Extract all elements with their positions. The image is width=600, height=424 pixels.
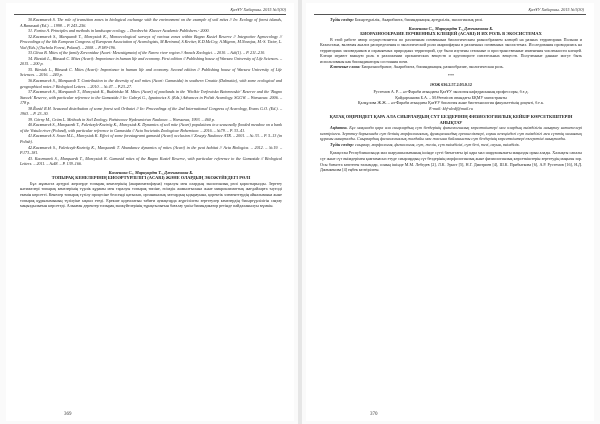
author-affiliation-2: Қайдарханова Б.А. – М.Өтемісов атындағы БҚМУ магистранты <box>395 94 507 100</box>
left-article-abstract: Бұл жұмыста әртүрлі жерлерде топырақ кенелерінің (акариомезофауна) таралуы мен олардың экологиялық рөлі қарастырылды. Зерттеу нәтижелері топырақ кенелерінің түрлік құрамы мен таралуы топырақ типіне, өсімдік жамылғысына және микроклиматтық жағдайларға тәуелді екенін көрсетті. Кенелер топырақ түзілу процесіне белсенді қатысып, органикалық заттардың ыдырауына, қоректік элементтердің айналымына және топырақ құрылымының түзілуіне ықпал етеді. Ерекше қорғалатын табиғи аумақтарда жүргізілген зерттеулер кенелердің биоәртүрлілігін сақтау маңыздылығын көрсетеді. Алынған деректер топырақ экожүйелерінің тұрақтылығын бағалау үшін биоиндикатор ретінде пайдаланылуы мүмкін. <box>20 180 282 209</box>
reference-item: 38.Řezáč R.H. Seasonal distribution of some forest soil Oribatei // In: Proceedings of the 2nd International Congress of Acarology, Evans G.O. (Ed.). – 1963. – P. 23–30. <box>20 105 282 117</box>
left-running-head: ҚазҰУ Хабаршы. 2015 №3(30) <box>230 7 286 12</box>
author-affiliation-1: Рустемов А. Р. – әл-Фараби атындағы ҚазҰУ экология кафедрасының профессоры, б.ғ.д. <box>373 89 529 95</box>
right-header-rule <box>314 14 586 15</box>
author-affiliation-3: Қалқұлова Ж.Ж. – әл-Фараби атындағы ҚазҰУ биология және биотехнология факультетінің доценті, б.ғ.к. <box>357 100 545 106</box>
left-page <box>6 3 294 421</box>
right-page-number: 370 <box>370 412 378 417</box>
reference-item: 35. Biesiak L., Błaszak C. Mites (Acari): Importance in human life and economy. Second edition // Publishing house of Warsaw University of Life Sciences. – 2016. – 240 p. <box>20 66 282 78</box>
reference-item: 41.Kaczmarek S. Sowa M.L., Marcysiak K. Effect of some forestagrami gamasid (Acari) occlusion // Zeszyty Naukowe ATR. – 2001. – № 33. – P. 5–13 (in Polish). <box>20 133 282 145</box>
keywords-kz: Түйін сөздер: Биоәртүрлілік, Акарибиота, биоиндикация, артүрлілік, экологиялық рөлі. <box>330 17 484 22</box>
left-article-title: ТОПЫРАҚ КЕНЕЛЕРІНІҢ БИОӘРТҮРЛІЛІГІ (ACARI) ЖӘНЕ ОЛАРДЫҢ ЭКОЖҮЙЕДЕГІ РӨЛІ <box>51 175 251 181</box>
reference-list <box>20 17 282 167</box>
right-page-body <box>320 17 582 173</box>
reference-item: 42.Kaczmarek S., Faleńczyk-Koziróg K., Marquardt T. Abundance dynamics of mites (Acari) in the peat habitat // Acta Biologica. – 2012. – №19. – P.173–181. <box>20 144 282 156</box>
ru-article-authors: Каменова С., Маркуардт Т., Дженкенова Б. <box>408 25 494 31</box>
kz-article-title: ҚАТАҚ ОҢІРІНДЕГІ ҚАРА АЛА СИЫРЛАРДЫҢ СҮТ БЕЗДЕРІНІҢ ФИЗИОЛОГИЯЛЫҚ КЕЙБІР КӨРСЕТКІШТЕРІН АНЫҚТАУ <box>329 114 573 125</box>
reference-item: 39. Görny M., Grüm L. Methods in Soil Zoology. Państwowe Wydawnictwo Naukowe. – Warszawa, 1993. – 460 p. <box>28 116 215 122</box>
left-page-number: 369 <box>64 412 72 417</box>
right-running-head: ҚазҰУ Хабаршы. 2015 №3(30) <box>528 7 584 12</box>
reference-item: 31. Farina A. Principles and methods in landscape ecology. – Dordrecht: Kluwer Academic Publishers.- 2000. <box>28 28 210 34</box>
reference-item: 32.Kaczmarek S., Marquardt T., Marcysiak K., Monoecological surveys of various zones within Bagno Kusieł Reserve // Integrative Agroecology // Proceedings of the 6th European Congress of European Association of Acarologists, M.Bertrand, S.Kreiter, K.D.McCoy, A.Migeon, M.Navajas, M.-S. Tixier, L. Vial (Eds.) (Tuchola Forest, Poland). – 2008. – P.189-196. <box>20 33 282 50</box>
reference-item: 43. Kaczmarek S., Marquardt T., Marcysiak K. Gamasid mites of the Bagno Kusieł Reserve, with particular reference to the Gamasida // Biological Letters. – 2011. – №48. – P. 139–166. <box>20 155 282 167</box>
author-email: E-mail: kbf-ulvdf@mail.ru <box>429 105 473 111</box>
reference-item: 34. Biesiak L., Błaszak C. Mites (Acari): Importance in human life and economy. First edition // Publishing house of Warsaw University of Life Sciences. – 2015. – 200 p. <box>20 55 282 67</box>
keywords-kz-2: Түйін сөздер: сиырлар, морфология, физиология, сүт, желін, сүт өнімділігі, сүт безі, тегі, сауын, өнімділік. <box>330 141 520 147</box>
left-page-body <box>20 17 282 209</box>
left-article-authors: Каменова С., Маркуардт Т., Дженкенова Б. <box>108 169 194 175</box>
kz-introduction: Қазақстан Республикасында мал шаруашылығының ішінде сүтті бағыттағы ірі қара мал шаруашылығы маңызды орын алады. Халықты сапалы сүт және сүт өнімдерімен қамтамасыз етуде сиырлардың сүт бездерінің морфологиялық және физиологиялық көрсеткіштерін зерттеудің маңызы зор. Осы бағытта көптеген ғалымдар, соның ішінде М.М. Лебедев [2], Л.К. Эрнст [5], Н.Г. Дмитриев [4], Ш.К. Прибыткова [6], А.Р. Рустемов [16], Н.Д. Дженкенова [4] еңбек келтірілген. <box>320 150 582 173</box>
reference-item: 36.Kaczmarek S., Marquardt T. Contribution to the diversity of soil mites (Acari: Gamasida) in southern Croatia (Dalmatia), with some ecological and geographical notes // Biological Letters. – 2010. – № 47. – P.23–27. <box>20 78 282 89</box>
reference-item: 30.Kaczmarek S. The role of transition zones in biological exchange with the environment on the example of soil mites // In: Ecology of forest islands, A.Banaszak (Ed.). – 1998. – P. 243–256. <box>20 17 282 28</box>
udk-code: ӘОЖ 636.2.57.2.03.0.12 <box>430 81 472 87</box>
reference-item: 40.Kaczmarek S., Marquardt T., Faleńczyk-Koziróg K., Marcysiak K. Dynamics of soil mite (Acari) populations in a seasonally flooded meadow on a bank of the Vistula river (Poland), with particular reference to Gamasida // Acta Societatis Zoologicae Bohemicae. – 2016. – №79. – P. 33–41. <box>20 122 282 133</box>
ru-article-title: БИОРАЗНООБРАЗИЕ ПОЧВЕННЫХ КЛЕЩЕЙ (ACARI) И ИХ РОЛЬ В ЭКОСИСТЕМАХ <box>360 31 542 37</box>
book-spine <box>298 0 302 424</box>
reference-item: 33.Gliwa B. Mites of the family Zerconidae (Acari: Mesostigmata) of the Narew river region // Annals Zoologici. – 2010. – №6(1). – P. 211–210. <box>28 50 266 56</box>
left-header-rule <box>14 14 286 15</box>
ru-article-abstract: В этой работе автор осуществляется по различным почвенным биологическим разнообразием клещей на разных территориях Польши и Казахстана, включая анализ распределения и экологической роли акариофауны в различных почвенных экосистемах. Исследования проводились на территориях заповедников и охраняемых природных территорий, где были изучены сезонные и пространственные изменения численности клещей. Клещи играют важную роль в разложении органических веществ и круговороте питательных веществ. Полученные данные могут быть использованы как биоиндикаторы состояния почв. <box>320 36 582 64</box>
section-divider-stars: *** <box>447 72 455 78</box>
kz-annotation: Аңдатпа. Бұл мақалада қара ала сиырлардың сүт бездерінің физиологиялық көрсеткіштері мен олардың өнімділігін анықтау нәтижелері келтірілген. Зерттеу барысында сүт безінің морфологиялық, функционалдық ерекшеліктері, сауын кезеңіндегі сүт өнімділігі мен сүттің химиялық құрамы анықталды. Сиырлардың физиологиялық жағдайы мен жасына байланысты сүт бездерінің көрсеткіштері өзгеретіні анықталды. <box>320 125 582 142</box>
keywords-ru: Ключевые слова: Биоразнообразие, Акарибиота, биоиндикация, разнообразие, экологическая роль. <box>330 64 504 70</box>
right-page <box>306 3 594 421</box>
reference-item: 37.Kaczmarek S., Marquardt T., Marcysiak K., Budzińska M. Mites (Acari) of peatlands in the 'Wielkie Torfowisko Batorowskie' Reserve and the 'Bagno Stawek' Reserve, with particular reference to the Gamasida // In: Gabryś G., Ignatowicz S. (Eds.) Advances in Polish Acarology. SGGW. – Warszawa. 2006. – 178 p. <box>20 89 282 106</box>
